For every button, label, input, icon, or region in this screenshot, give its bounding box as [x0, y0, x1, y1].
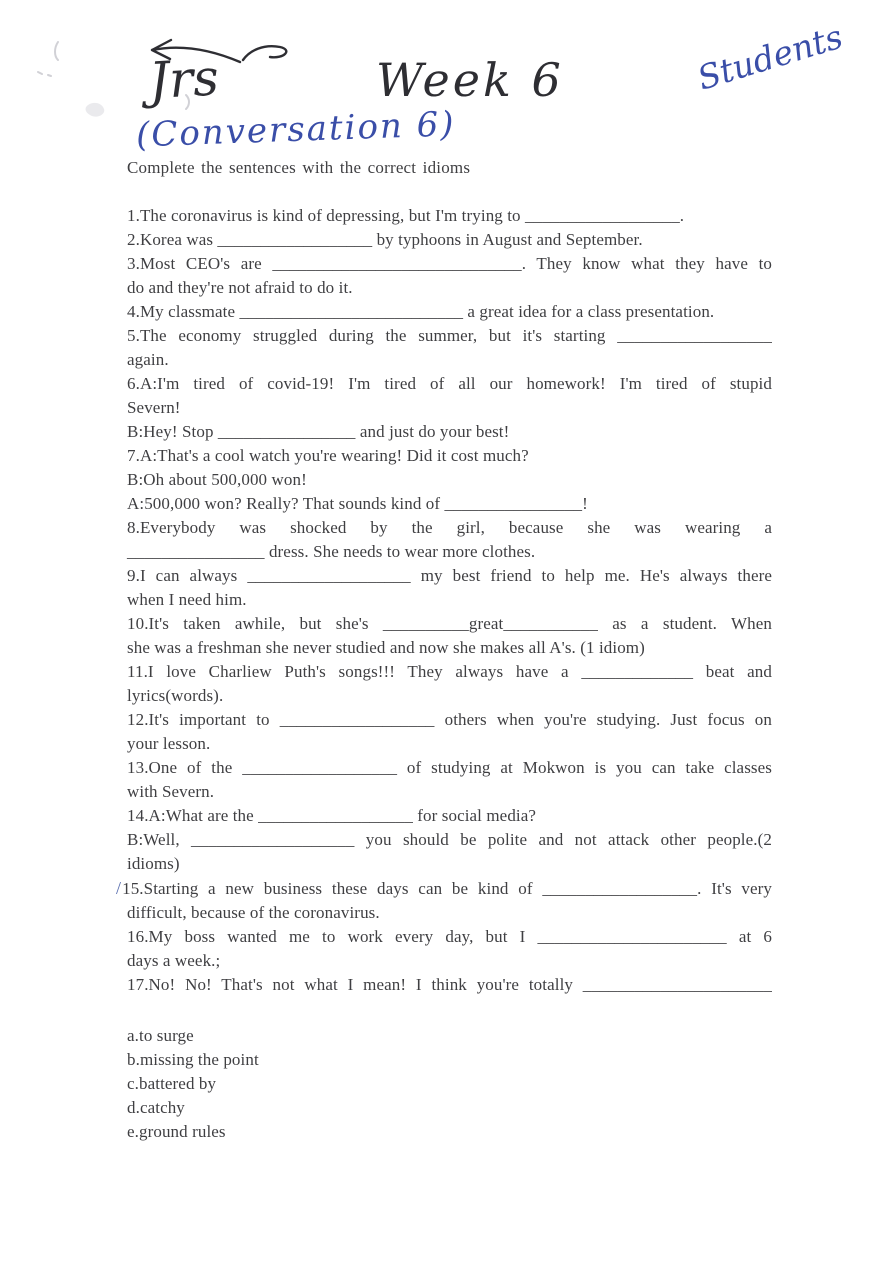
worksheet-line: 11.I love Charliew Puth's songs!!! They always have a _____________ beat and [127, 662, 772, 681]
handwritten-conversation-label: (Conversation 6) [135, 104, 457, 156]
worksheet-line: 8.Everybody was shocked by the girl, because she was wearing a [127, 518, 772, 537]
worksheet-line: ________________ dress. She needs to wear more clothes. [127, 542, 536, 561]
worksheet-line: 3.Most CEO's are _____________________________. They know what they have to [127, 254, 772, 273]
worksheet-line: days a week.; [127, 951, 221, 970]
handwritten-week-label: Week 6 [376, 53, 564, 107]
worksheet-line: 1.The coronavirus is kind of depressing, but I'm trying to __________________. [127, 206, 685, 225]
worksheet-line: again. [127, 350, 169, 369]
handwriting-layer [0, 0, 893, 175]
worksheet-line: Severn! [127, 398, 181, 417]
instruction-text: Complete the sentences with the correct idioms [127, 158, 471, 177]
worksheet-line: 2.Korea was __________________ by typhoons in August and September. [127, 230, 643, 249]
handwritten-students-label: Students [692, 16, 848, 98]
pencil-smudge-mark [86, 103, 105, 117]
worksheet-line: she was a freshman she never studied and now she makes all A's. (1 idiom) [127, 638, 645, 657]
answer-option: b.missing the point [127, 1050, 259, 1069]
worksheet-line: 6.A:I'm tired of covid-19! I'm tired of all our homework! I'm tired of stupid [127, 374, 772, 393]
worksheet-body [116, 156, 772, 1144]
handwritten-slash-mark: / [116, 878, 122, 898]
worksheet-line: 4.My classmate __________________________ a great idea for a class presentation. [127, 302, 715, 321]
worksheet-line: your lesson. [127, 734, 211, 753]
worksheet-line: difficult, because of the coronavirus. [127, 903, 380, 922]
worksheet-line: when I need him. [127, 590, 247, 609]
worksheet-line: /15.Starting a new business these days can be kind of __________________. It's very [116, 878, 772, 898]
worksheet-line: lyrics(words). [127, 686, 224, 705]
worksheet-line: B:Hey! Stop ________________ and just do your best! [127, 422, 510, 441]
worksheet-line: with Severn. [127, 782, 215, 801]
arrow-flourish-mark [152, 40, 286, 62]
worksheet-line: B:Oh about 500,000 won! [127, 470, 307, 489]
answer-option: e.ground rules [127, 1122, 226, 1141]
worksheet-line: 10.It's taken awhile, but she's __________great___________ as a student. When [127, 614, 772, 633]
worksheet-line: idioms) [127, 854, 180, 873]
worksheet-lines [116, 204, 772, 997]
answer-option: c.battered by [127, 1074, 217, 1093]
worksheet-line: 7.A:That's a cool watch you're wearing! Did it cost much? [127, 446, 529, 465]
worksheet-line: do and they're not afraid to do it. [127, 278, 353, 297]
worksheet-line: 14.A:What are the __________________ for social media? [127, 806, 537, 825]
pencil-smudge-mark [38, 72, 51, 76]
answer-list [127, 1024, 772, 1144]
worksheet-line: 13.One of the __________________ of studying at Mokwon is you can take classes [127, 758, 772, 777]
worksheet-line: A:500,000 won? Really? That sounds kind of ________________! [127, 494, 588, 513]
pencil-smudge-mark [186, 95, 189, 109]
worksheet-line: 16.My boss wanted me to work every day, but I ______________________ at 6 [127, 927, 772, 946]
worksheet-line: B:Well, ___________________ you should be polite and not attack other people.(2 [127, 830, 772, 849]
pencil-smudge-mark [55, 42, 58, 60]
answer-option: d.catchy [127, 1098, 185, 1117]
worksheet-line: 17.No! No! That's not what I mean! I think you're totally ______________________ [127, 975, 772, 994]
worksheet-line: 12.It's important to __________________ others when you're studying. Just focus on [127, 710, 772, 729]
worksheet-line: 5.The economy struggled during the summer, but it's starting __________________ [127, 326, 772, 345]
handwritten-class-label: Jrs [147, 48, 221, 110]
answer-option: a.to surge [127, 1026, 194, 1045]
worksheet-line: 9.I can always ___________________ my best friend to help me. He's always there [127, 566, 772, 585]
